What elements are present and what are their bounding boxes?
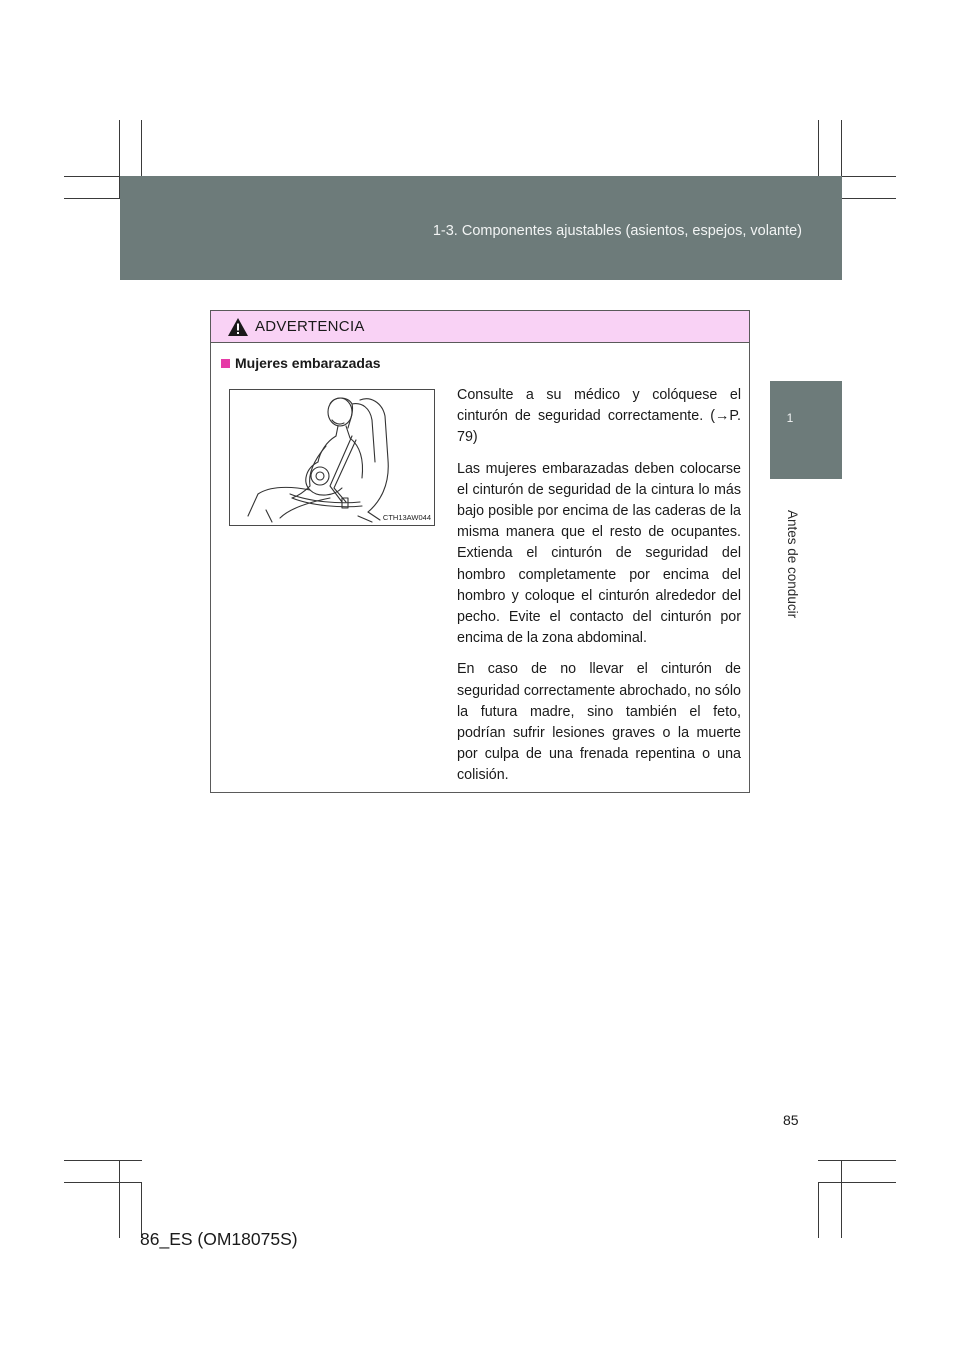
warning-header	[211, 311, 749, 343]
warning-paragraph: Las mujeres embarazadas deben colocarse el cinturón de seguridad de la cintura lo más bajo posible por encima de las caderas de la misma manera que el resto de ocupantes. Extienda el cinturón de seguridad del hombro completamente por encima del hombro y coloque el cinturón alrededor del pecho. Evite el contacto del cinturón por encima de la zona abdominal.	[457, 460, 741, 647]
crop-mark	[818, 1182, 819, 1238]
crop-mark	[64, 1160, 142, 1161]
warning-body-text	[457, 385, 741, 797]
chapter-number: 1	[786, 411, 794, 425]
document-code: 86_ES (OM18075S)	[140, 1229, 298, 1249]
section-title: 1-3. Componentes ajustables (asientos, espejos, volante)	[432, 223, 802, 239]
crop-mark	[119, 1160, 120, 1238]
subheading-text: Mujeres embarazadas	[235, 355, 381, 371]
chapter-tab	[770, 381, 842, 479]
warning-box	[210, 310, 750, 793]
section-header-band	[120, 176, 842, 280]
warning-paragraph: En caso de no llevar el cinturón de seguridad correctamente abrochado, no sólo la futura madre, sino también el feto, podrían sufrir lesiones graves o la muerte por culpa de una frenada repentina o una colisión.	[457, 661, 741, 784]
chapter-label: Antes de conducir	[785, 510, 800, 619]
pregnant-seatbelt-illustration	[229, 389, 435, 526]
crop-mark	[64, 1182, 142, 1183]
crop-mark	[818, 1182, 896, 1183]
pregnant-woman-seatbelt-icon	[230, 390, 434, 525]
warning-triangle-icon	[227, 317, 249, 337]
figure-code: CTH13AW044	[382, 513, 431, 522]
square-bullet-icon	[221, 359, 230, 368]
page-number: 85	[783, 1112, 799, 1128]
warning-title: ADVERTENCIA	[255, 318, 365, 335]
crop-mark	[841, 1160, 842, 1238]
warning-paragraph: Consulte a su médico y colóquese el cinturón de seguridad correctamente. (→P. 79)	[457, 387, 741, 446]
crop-mark	[818, 1160, 896, 1161]
subheading	[221, 355, 381, 371]
